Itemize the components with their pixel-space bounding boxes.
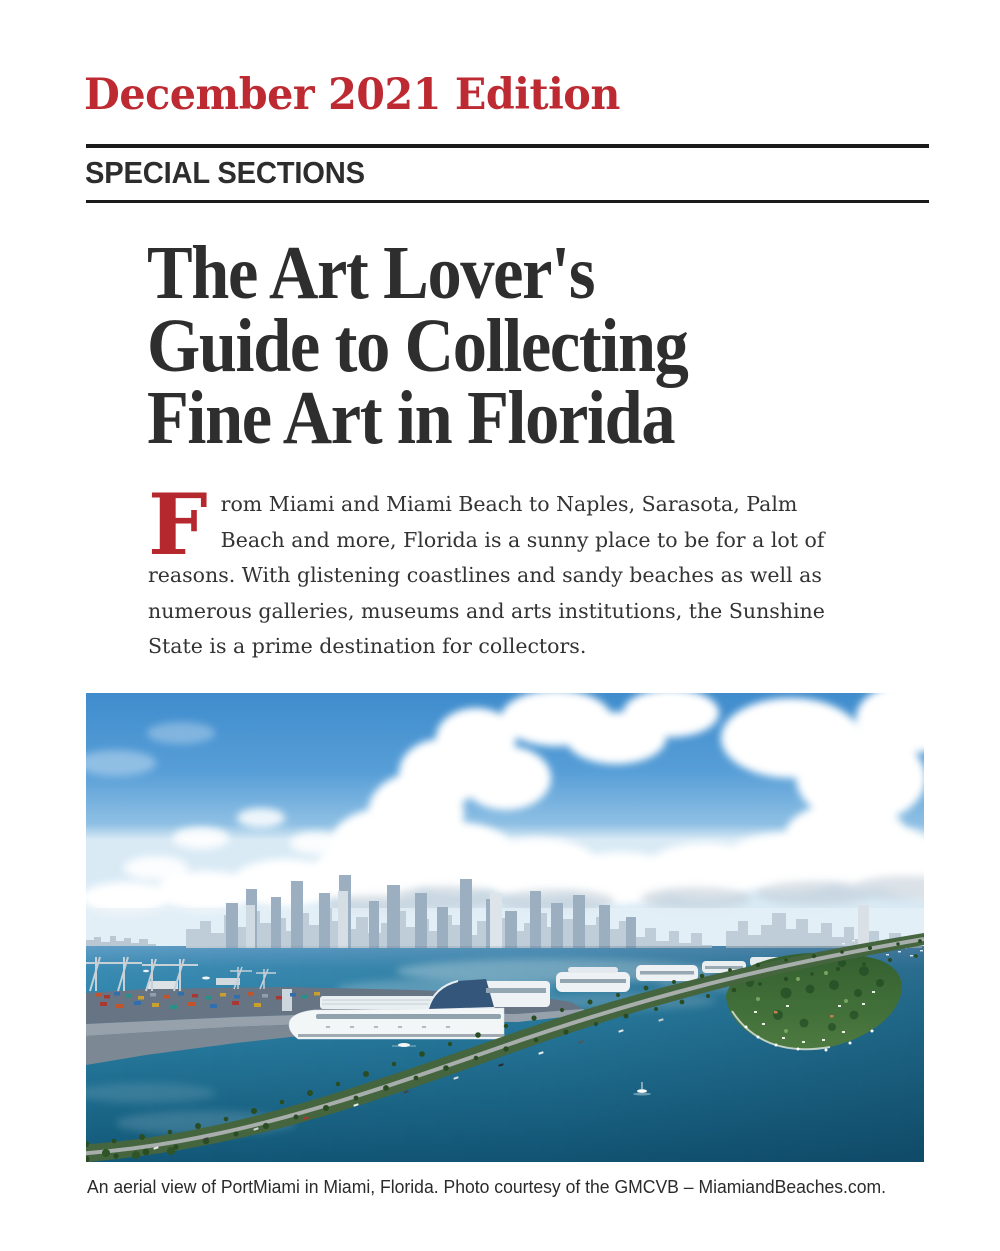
headline-line-3: Fine Art in Florida (147, 376, 675, 460)
lede-paragraph: From Miami and Miami Beach to Naples, Sarasota, Palm Beach and more, Florida is a sunny place to be for a lot of reasons. With glistening coastlines and sandy beaches as well as numerous galleries, museums and arts institutions, the Sunshine State is a prime destination for collectors. (148, 475, 825, 659)
headline-line-2: Guide to Collecting (147, 303, 688, 388)
article-headline (147, 231, 688, 460)
headline-line-1: The Art Lover's (147, 231, 595, 315)
section-label: SPECIAL SECTIONS (85, 155, 365, 190)
edition-title: December 2021 Edition (84, 70, 620, 120)
section-rule-top (86, 144, 929, 148)
section-rule-bottom (86, 200, 929, 203)
portmiami-aerial-photo (86, 693, 924, 1162)
photo-caption: An aerial view of PortMiami in Miami, Florida. Photo courtesy of the GMCVB – MiamiandBeaches.com. (87, 1176, 886, 1197)
portmiami-aerial-illustration (86, 693, 924, 1162)
